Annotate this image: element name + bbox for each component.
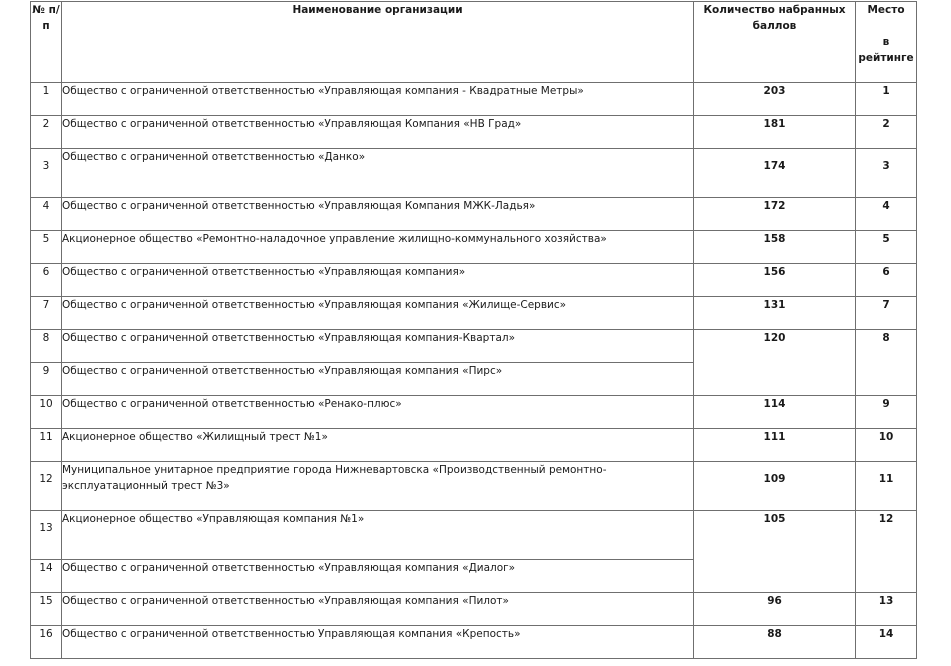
organization-name: Общество с ограниченной ответственностью «Управляющая компания «Диалог» — [62, 560, 694, 593]
table-row — [31, 198, 917, 231]
row-number: 7 — [31, 297, 62, 330]
row-number: 11 — [31, 429, 62, 462]
table-row — [31, 116, 917, 149]
organization-name: Общество с ограниченной ответственностью «Данко» — [62, 149, 694, 198]
row-number: 4 — [31, 198, 62, 231]
organization-name: Общество с ограниченной ответственностью Управляющая компания «Крепость» — [62, 626, 694, 659]
score-value: 105 — [694, 511, 856, 593]
place-value: 1 — [856, 83, 917, 116]
column-header-name: Наименование организации — [62, 2, 694, 83]
place-value: 8 — [856, 330, 917, 396]
row-number: 15 — [31, 593, 62, 626]
table-row — [31, 231, 917, 264]
organization-name: Муниципальное унитарное предприятие города Нижневартовска «Производственный ремонтно-эксплуатационный трест №3» — [62, 462, 694, 511]
place-value: 14 — [856, 626, 917, 659]
row-number: 14 — [31, 560, 62, 593]
organization-name: Общество с ограниченной ответственностью «Управляющая компания «Жилище-Сервис» — [62, 297, 694, 330]
table-header-row — [31, 2, 917, 83]
place-value: 12 — [856, 511, 917, 593]
organization-name: Акционерное общество «Управляющая компания №1» — [62, 511, 694, 560]
place-value: 3 — [856, 149, 917, 198]
score-value: 96 — [694, 593, 856, 626]
column-header-score: Количество набранных баллов — [694, 2, 856, 83]
row-number: 9 — [31, 363, 62, 396]
organization-name: Общество с ограниченной ответственностью «Управляющая компания - Квадратные Метры» — [62, 83, 694, 116]
organization-name: Общество с ограниченной ответственностью «Управляющая компания «Пилот» — [62, 593, 694, 626]
row-number: 5 — [31, 231, 62, 264]
rating-table — [30, 1, 917, 659]
place-value: 13 — [856, 593, 917, 626]
row-number: 6 — [31, 264, 62, 297]
score-value: 109 — [694, 462, 856, 511]
organization-name: Общество с ограниченной ответственностью «Управляющая Компания МЖК-Ладья» — [62, 198, 694, 231]
table-row — [31, 593, 917, 626]
row-number: 3 — [31, 149, 62, 198]
row-number: 2 — [31, 116, 62, 149]
score-value: 156 — [694, 264, 856, 297]
table-row — [31, 149, 917, 198]
row-number: 8 — [31, 330, 62, 363]
row-number: 16 — [31, 626, 62, 659]
organization-name: Общество с ограниченной ответственностью «Управляющая компания» — [62, 264, 694, 297]
row-number: 10 — [31, 396, 62, 429]
table-row — [31, 330, 917, 363]
score-value: 114 — [694, 396, 856, 429]
table-row — [31, 264, 917, 297]
place-value: 10 — [856, 429, 917, 462]
score-value: 111 — [694, 429, 856, 462]
table-row — [31, 626, 917, 659]
table-row — [31, 396, 917, 429]
score-value: 88 — [694, 626, 856, 659]
score-value: 120 — [694, 330, 856, 396]
column-header-place — [856, 2, 917, 83]
row-number: 12 — [31, 462, 62, 511]
place-value: 5 — [856, 231, 917, 264]
organization-name: Общество с ограниченной ответственностью «Ренако-плюс» — [62, 396, 694, 429]
table-row — [31, 511, 917, 560]
score-value: 172 — [694, 198, 856, 231]
organization-name: Общество с ограниченной ответственностью «Управляющая компания-Квартал» — [62, 330, 694, 363]
score-value: 131 — [694, 297, 856, 330]
organization-name: Общество с ограниченной ответственностью «Управляющая компания «Пирс» — [62, 363, 694, 396]
organization-name: Общество с ограниченной ответственностью «Управляющая Компания «НВ Град» — [62, 116, 694, 149]
place-value: 11 — [856, 462, 917, 511]
place-value: 2 — [856, 116, 917, 149]
column-header-place-line1: Место — [867, 4, 905, 16]
column-header-place-line2: в рейтинге — [858, 36, 914, 64]
score-value: 181 — [694, 116, 856, 149]
place-value: 9 — [856, 396, 917, 429]
place-value: 6 — [856, 264, 917, 297]
column-header-num: № п/п — [31, 2, 62, 83]
table-row — [31, 462, 917, 511]
score-value: 174 — [694, 149, 856, 198]
place-value: 7 — [856, 297, 917, 330]
organization-name: Акционерное общество «Жилищный трест №1» — [62, 429, 694, 462]
score-value: 158 — [694, 231, 856, 264]
table-row — [31, 429, 917, 462]
row-number: 1 — [31, 83, 62, 116]
score-value: 203 — [694, 83, 856, 116]
table-row — [31, 297, 917, 330]
place-value: 4 — [856, 198, 917, 231]
row-number: 13 — [31, 511, 62, 560]
table-row — [31, 83, 917, 116]
organization-name: Акционерное общество «Ремонтно-наладочное управление жилищно-коммунального хозяйства» — [62, 231, 694, 264]
